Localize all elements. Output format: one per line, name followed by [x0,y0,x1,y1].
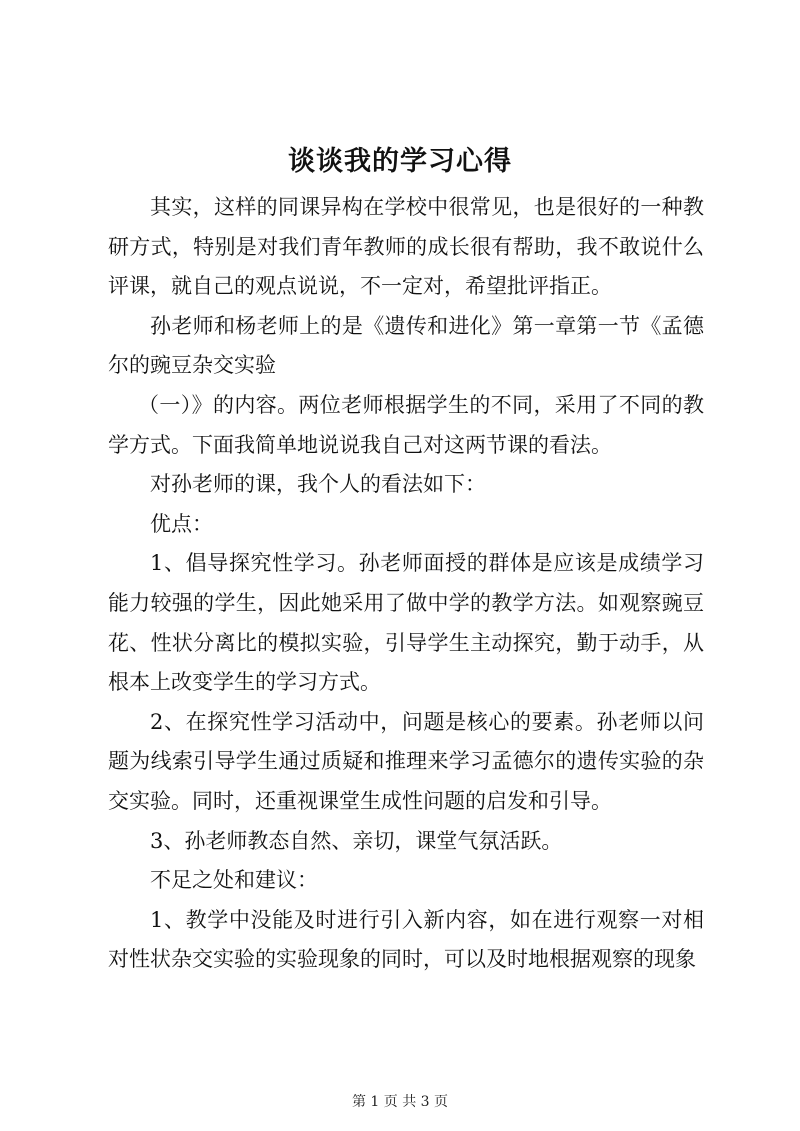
paragraph-1: 其实，这样的同课异构在学校中很常见，也是很好的一种教研方式，特别是对我们青年教师的成长很有帮助，我不敢说什么评课，就自己的观点说说，不一定对，希望批评指正。 [108,195,704,299]
paragraph-2: 孙老师和杨老师上的是《遗传和进化》第一章第一节《孟德尔的豌豆杂交实验 [108,313,704,378]
paragraph-4: 对孙老师的课，我个人的看法如下： [150,472,486,497]
page-footer: 第 1 页 共 3 页 [351,1094,449,1110]
paragraph-10: 1、教学中没能及时进行引入新内容，如在进行观察一对相对性状杂交实验的实验现象的同时，可以及时地根据观察的现象 [108,907,704,972]
paragraph-7: 2、在探究性学习活动中，问题是核心的要素。孙老师以问题为线索引导学生通过质疑和推理来学习孟德尔的遗传实验的杂交实验。同时，还重视课堂生成性问题的启发和引导。 [108,709,704,813]
paragraph-8: 3、孙老师教态自然、亲切，课堂气氛活跃。 [150,828,563,853]
paragraph-5: 优点： [150,511,213,536]
paragraph-3: （一）》的内容。两位老师根据学生的不同，采用了不同的教学方式。下面我简单地说说我自己对这两节课的看法。 [108,392,704,457]
paragraph-9: 不足之处和建议： [150,868,318,893]
document-title: 谈谈我的学习心得 [288,146,512,177]
document-body [108,188,704,980]
paragraph-6: 1、倡导探究性学习。孙老师面授的群体是应该是成绩学习能力较强的学生，因此她采用了做中学的教学方法。如观察豌豆花、性状分离比的模拟实验，引导学生主动探究，勤于动手，从根本上改变学生的学习方式。 [108,551,704,695]
